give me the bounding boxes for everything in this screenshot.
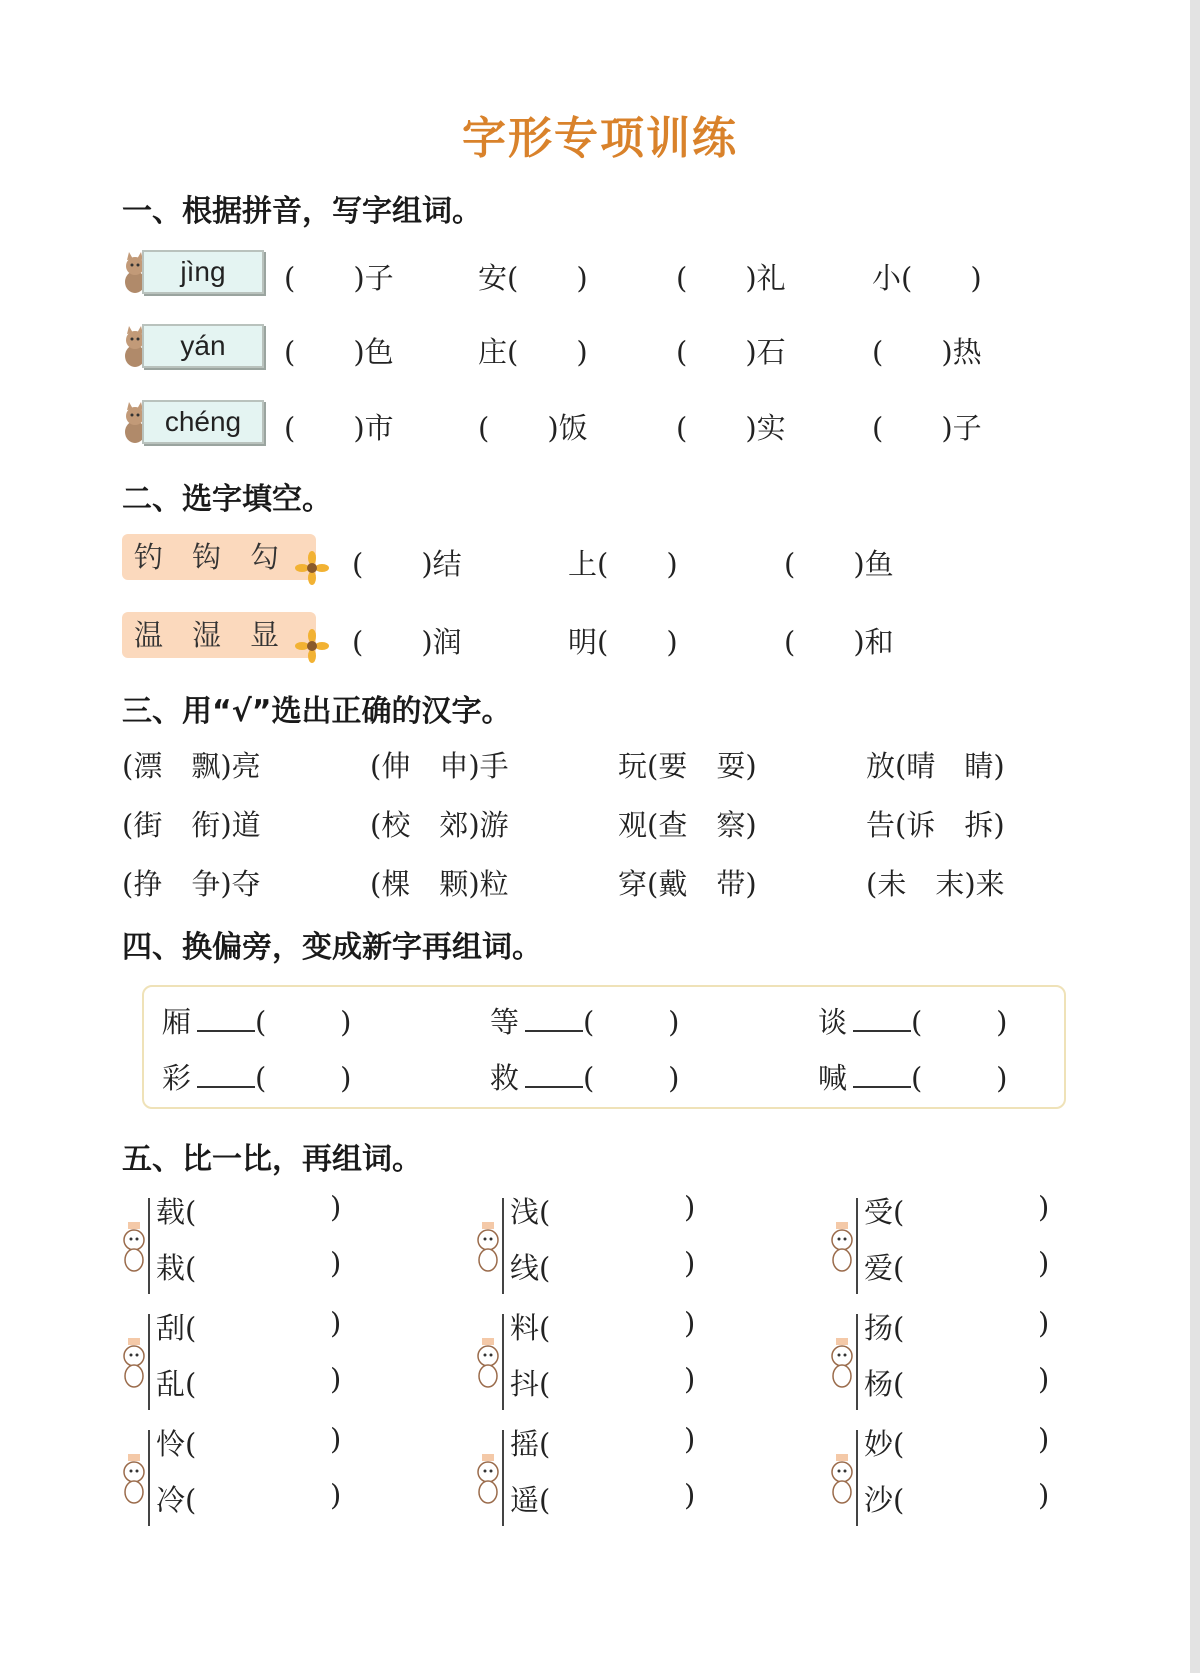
choice-item: (挣 争)夺 — [122, 867, 261, 901]
radical-item: 厢 ( ) — [162, 1005, 352, 1039]
compare-char: 摇( — [510, 1427, 551, 1461]
radical-char: 喊 — [818, 1061, 848, 1095]
blank-item: 庄( ) — [478, 335, 588, 369]
section-3-heading: 三、用“√”选出正确的汉字。 — [122, 694, 512, 729]
radical-item: 救 ( ) — [490, 1061, 680, 1095]
sunflower-icon — [294, 628, 330, 664]
blank-item: 上( ) — [568, 547, 678, 581]
blank-item: 安( ) — [478, 261, 588, 295]
choice-item: (漂 飘)亮 — [122, 749, 261, 783]
section-5-heading: 五、比一比，再组词。 — [122, 1142, 422, 1177]
close-paren: ) — [1038, 1190, 1050, 1224]
compare-group — [828, 1306, 1168, 1416]
blank-item: ( )润 — [352, 625, 462, 659]
blank-line — [197, 1004, 255, 1032]
compare-group — [120, 1190, 460, 1300]
blank-item: ( )子 — [872, 411, 982, 445]
compare-group — [828, 1422, 1168, 1532]
blank-item: 小( ) — [872, 261, 982, 295]
blank-line — [197, 1060, 255, 1088]
mascot-icon — [828, 1336, 858, 1390]
compare-char: 杨( — [864, 1367, 905, 1401]
choice-item: 放(晴 睛) — [866, 749, 1005, 783]
close-paren: ) — [330, 1246, 342, 1280]
choice-item: (校 郊)游 — [370, 808, 509, 842]
blank-item: ( )石 — [676, 335, 786, 369]
compare-char: 料( — [510, 1311, 551, 1345]
blank-item: ( )热 — [872, 335, 982, 369]
choice-item: 告(诉 拆) — [866, 808, 1005, 842]
choice-item: (未 末)来 — [866, 867, 1005, 901]
radical-char: 救 — [490, 1061, 520, 1095]
compare-char: 遥( — [510, 1483, 551, 1517]
mascot-icon — [120, 1452, 150, 1506]
compare-group — [474, 1306, 814, 1416]
blank-item: ( )色 — [284, 335, 394, 369]
pinyin-box: yán — [142, 324, 264, 368]
close-paren: ) — [330, 1306, 342, 1340]
mascot-icon — [474, 1220, 504, 1274]
section-4-heading: 四、换偏旁，变成新字再组词。 — [122, 930, 542, 965]
close-paren: ) — [684, 1246, 696, 1280]
divider-bar — [148, 1198, 150, 1294]
radical-char: 厢 — [162, 1005, 192, 1039]
close-paren: ) — [684, 1362, 696, 1396]
compare-char: 刮( — [156, 1311, 197, 1345]
blank-item: ( )市 — [284, 411, 394, 445]
compare-char: 妙( — [864, 1427, 905, 1461]
mascot-icon — [474, 1452, 504, 1506]
close-paren: ) — [1038, 1478, 1050, 1512]
close-paren: ) — [684, 1190, 696, 1224]
compare-char: 栽( — [156, 1251, 197, 1285]
compare-char: 冷( — [156, 1483, 197, 1517]
divider-bar — [856, 1430, 858, 1526]
close-paren: ) — [684, 1306, 696, 1340]
compare-group — [828, 1190, 1168, 1300]
compare-char: 沙( — [864, 1483, 905, 1517]
blank-item: ( )鱼 — [784, 547, 894, 581]
close-paren: ) — [1038, 1362, 1050, 1396]
blank-item: ( )子 — [284, 261, 394, 295]
radical-item: 等 ( ) — [490, 1005, 680, 1039]
compare-char: 爱( — [864, 1251, 905, 1285]
blank-item: ( )实 — [676, 411, 786, 445]
page-title: 字形专项训练 — [462, 113, 738, 164]
radical-item: 喊 ( ) — [818, 1061, 1008, 1095]
blank-item: ( )饭 — [478, 411, 588, 445]
section-2-heading: 二、选字填空。 — [122, 482, 332, 517]
compare-char: 扬( — [864, 1311, 905, 1345]
compare-char: 载( — [156, 1195, 197, 1229]
close-paren: ) — [684, 1478, 696, 1512]
close-paren: ) — [1038, 1246, 1050, 1280]
blank-item: ( )礼 — [676, 261, 786, 295]
close-paren: ) — [684, 1422, 696, 1456]
compare-char: 线( — [510, 1251, 551, 1285]
radical-char: 谈 — [818, 1005, 848, 1039]
mascot-icon — [120, 1220, 150, 1274]
compare-char: 乱( — [156, 1367, 197, 1401]
compare-group — [474, 1190, 814, 1300]
compare-char: 怜( — [156, 1427, 197, 1461]
blank-item: ( )和 — [784, 625, 894, 659]
blank-item: ( )结 — [352, 547, 462, 581]
sunflower-icon — [294, 550, 330, 586]
divider-bar — [856, 1198, 858, 1294]
blank-item: 明( ) — [568, 625, 678, 659]
close-paren: ) — [330, 1190, 342, 1224]
choice-item: 玩(要 耍) — [618, 749, 757, 783]
blank-line — [853, 1004, 911, 1032]
choice-item: 穿(戴 带) — [618, 867, 757, 901]
choice-item: (伸 申)手 — [370, 749, 509, 783]
compare-char: 受( — [864, 1195, 905, 1229]
close-paren: ) — [330, 1362, 342, 1396]
pinyin-box: chéng — [142, 400, 264, 444]
close-paren: ) — [1038, 1422, 1050, 1456]
choice-item: (棵 颗)粒 — [370, 867, 509, 901]
radical-item: 彩 ( ) — [162, 1061, 352, 1095]
divider-bar — [148, 1430, 150, 1526]
choice-item: (街 衔)道 — [122, 808, 261, 842]
divider-bar — [502, 1314, 504, 1410]
compare-group — [120, 1422, 460, 1532]
compare-group — [120, 1306, 460, 1416]
divider-bar — [856, 1314, 858, 1410]
compare-char: 抖( — [510, 1367, 551, 1401]
divider-bar — [502, 1430, 504, 1526]
radical-item: 谈 ( ) — [818, 1005, 1008, 1039]
blank-line — [525, 1060, 583, 1088]
choice-item: 观(查 察) — [618, 808, 757, 842]
radical-char: 彩 — [162, 1061, 192, 1095]
divider-bar — [148, 1314, 150, 1410]
char-options: 温 湿 显 — [122, 612, 316, 658]
radical-char: 等 — [490, 1005, 520, 1039]
compare-group — [474, 1422, 814, 1532]
blank-line — [853, 1060, 911, 1088]
close-paren: ) — [1038, 1306, 1050, 1340]
char-options: 钓 钩 勾 — [122, 534, 316, 580]
section-1-heading: 一、根据拼音，写字组词。 — [122, 194, 482, 229]
close-paren: ) — [330, 1422, 342, 1456]
mascot-icon — [828, 1220, 858, 1274]
compare-char: 浅( — [510, 1195, 551, 1229]
mascot-icon — [120, 1336, 150, 1390]
page-edge — [1190, 0, 1200, 1673]
blank-line — [525, 1004, 583, 1032]
mascot-icon — [474, 1336, 504, 1390]
close-paren: ) — [330, 1478, 342, 1512]
divider-bar — [502, 1198, 504, 1294]
mascot-icon — [828, 1452, 858, 1506]
pinyin-box: jìng — [142, 250, 264, 294]
